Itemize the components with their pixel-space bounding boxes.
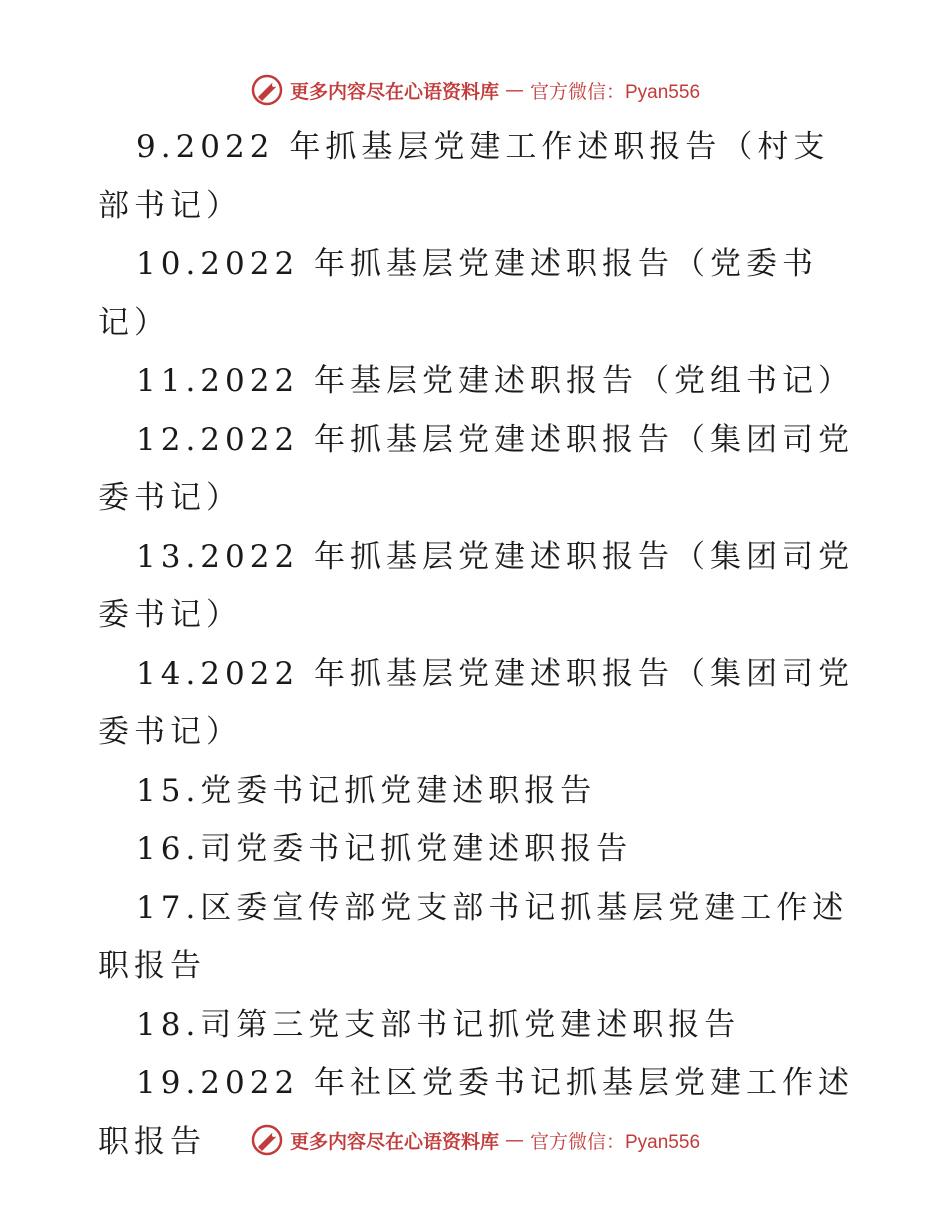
watermark-separator: —: [505, 1129, 524, 1151]
header-watermark: [0, 72, 950, 108]
list-item: 12.2022 年抓基层党建述职报告（集团司党委书记）: [98, 421, 855, 516]
list-item: 17.区委宣传部党支部书记抓基层党建工作述职报告: [98, 889, 849, 984]
footer-watermark: [0, 1122, 950, 1158]
pen-logo-icon: [250, 73, 284, 107]
list-item: 15.党委书记抓党建述职报告: [136, 772, 597, 809]
list-item: 11.2022 年基层党建述职报告（党组书记）: [136, 363, 855, 399]
list-item: 10.2022 年抓基层党建述职报告（党委书记）: [98, 246, 819, 341]
watermark-text: 更多内容尽在心语资料库: [289, 1130, 499, 1153]
list-item: 16.司党委书记抓党建述职报告: [136, 831, 633, 867]
list-item: 13.2022 年抓基层党建述职报告（集团司党委书记）: [98, 538, 855, 633]
watermark-contact: 官方微信：Pyan556: [530, 1131, 701, 1153]
watermark-separator: —: [505, 79, 524, 101]
document-body: [98, 118, 858, 1171]
pen-logo-icon: [250, 1123, 284, 1157]
list-item: 9.2022 年抓基层党建工作述职报告（村支部书记）: [98, 129, 830, 224]
watermark-text: 更多内容尽在心语资料库: [289, 80, 499, 103]
watermark-contact: 官方微信：Pyan556: [530, 81, 701, 103]
list-item: 18.司第三党支部书记抓党建述职报告: [136, 1006, 741, 1043]
list-item: 14.2022 年抓基层党建述职报告（集团司党委书记）: [98, 655, 855, 750]
list-item: 19.2022 年社区党委书记抓基层党建工作述职报告: [98, 1065, 855, 1160]
